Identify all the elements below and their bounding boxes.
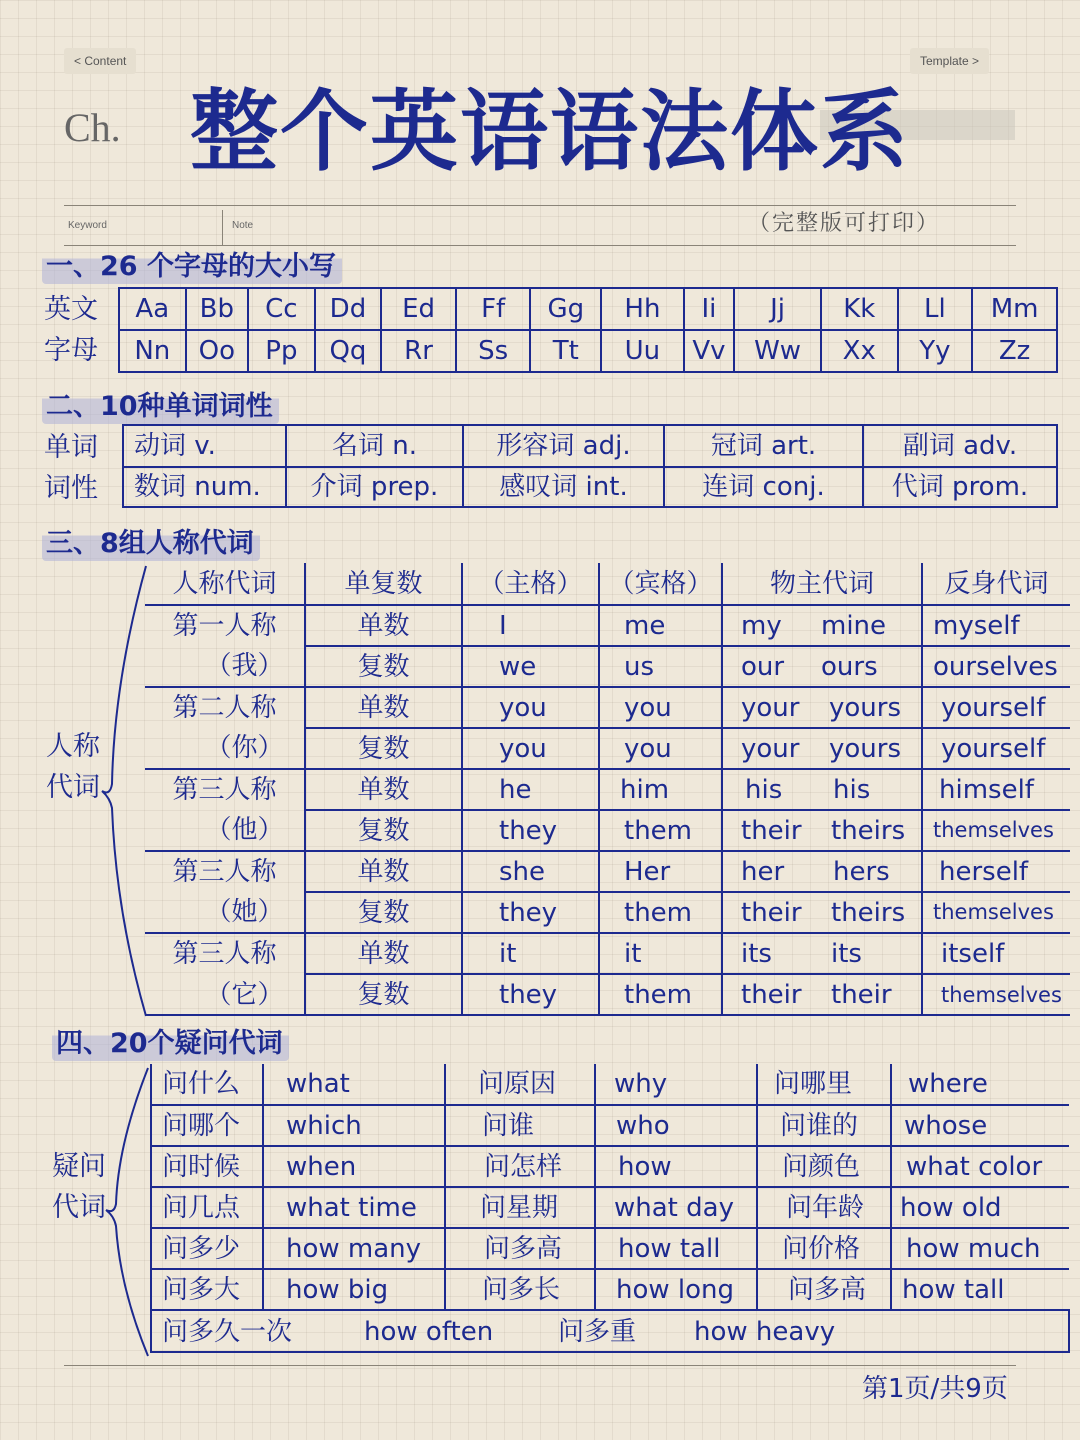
- table-row: [119, 288, 1057, 330]
- letter-cell: Pp: [248, 330, 315, 372]
- subject-cell: they: [462, 810, 599, 851]
- question-en-cell: how many: [263, 1228, 445, 1269]
- object-cell: them: [599, 974, 722, 1015]
- question-cn-cell: 问年龄: [757, 1187, 891, 1228]
- page-indicator: 第1页/共9页: [862, 1374, 1008, 1404]
- page-title: 整个英语语法体系: [190, 80, 911, 183]
- question-cn-cell: 问几点: [151, 1187, 263, 1228]
- object-cell: them: [599, 810, 722, 851]
- letter-cell: Kk: [821, 288, 898, 330]
- pos-cell: 名词 n.: [286, 425, 463, 467]
- question-en-cell: how: [595, 1146, 757, 1187]
- object-cell: Her: [599, 851, 722, 892]
- reflexive-cell: myself: [922, 605, 1070, 646]
- question-cn-cell: 问什么: [151, 1064, 263, 1105]
- number-cell: 单数: [305, 687, 462, 728]
- question-en-cell: how much: [891, 1228, 1069, 1269]
- column-header: （宾格）: [599, 563, 722, 605]
- question-cn-cell: 问哪里: [757, 1064, 891, 1105]
- object-cell: us: [599, 646, 722, 687]
- question-cn-cell: 问价格: [757, 1228, 891, 1269]
- subject-cell: they: [462, 892, 599, 933]
- table-row: [123, 425, 1057, 467]
- possessive-cell: [722, 851, 922, 892]
- possessive-adjective: my: [741, 610, 782, 641]
- question-en-cell: why: [595, 1064, 757, 1105]
- reflexive-cell: itself: [922, 933, 1070, 974]
- question-cn-cell: 问谁的: [757, 1105, 891, 1146]
- column-header: 反身代词: [922, 563, 1070, 605]
- table-row: [145, 892, 1070, 933]
- note-label: Note: [232, 220, 254, 231]
- possessive-pronoun: ours: [821, 651, 878, 682]
- number-cell: 单数: [305, 851, 462, 892]
- subject-cell: we: [462, 646, 599, 687]
- person-cell: 第二人称: [145, 687, 305, 728]
- object-cell: it: [599, 933, 722, 974]
- alphabet-table: [118, 287, 1058, 373]
- reflexive-cell: yourself: [922, 687, 1070, 728]
- letter-cell: Rr: [381, 330, 456, 372]
- possessive-pronoun: theirs: [831, 897, 906, 928]
- letter-cell: Ww: [734, 330, 821, 372]
- possessive-adjective: your: [741, 692, 800, 723]
- letter-cell: Ed: [381, 288, 456, 330]
- parts-of-speech-table: [122, 424, 1058, 508]
- letter-cell: Tt: [530, 330, 601, 372]
- reflexive-cell: themselves: [922, 810, 1070, 851]
- possessive-pronoun: hers: [833, 856, 890, 887]
- question-en-cell: how old: [891, 1187, 1069, 1228]
- object-cell: you: [599, 687, 722, 728]
- question-en-cell: where: [891, 1064, 1069, 1105]
- divider: [64, 1365, 1016, 1366]
- letter-cell: Qq: [315, 330, 382, 372]
- possessive-pronoun: theirs: [831, 815, 906, 846]
- question-cn-cell: 问原因: [445, 1064, 595, 1105]
- left-brace-icon: [104, 1064, 152, 1360]
- possessive-cell: [722, 728, 922, 769]
- possessive-cell: [722, 769, 922, 810]
- possessive-adjective: its: [741, 938, 772, 969]
- number-cell: 单数: [305, 605, 462, 646]
- table-row: [145, 933, 1070, 974]
- pos-cell: 连词 conj.: [664, 467, 863, 507]
- person-cell: （我）: [145, 646, 305, 687]
- reflexive-cell: ourselves: [922, 646, 1070, 687]
- person-cell: 第一人称: [145, 605, 305, 646]
- pos-cell: 形容词 adj.: [463, 425, 664, 467]
- column-header: 单复数: [305, 563, 462, 605]
- divider: [64, 245, 1016, 246]
- table-row: [145, 810, 1070, 851]
- possessive-cell: [722, 933, 922, 974]
- letter-cell: Ss: [456, 330, 531, 372]
- object-cell: them: [599, 892, 722, 933]
- person-cell: （她）: [145, 892, 305, 933]
- number-cell: 复数: [305, 892, 462, 933]
- section-heading-personal-pronouns: 三、8组人称代词: [42, 527, 260, 561]
- question-en-cell: how tall: [595, 1228, 757, 1269]
- table-row: [145, 646, 1070, 687]
- subject-cell: it: [462, 933, 599, 974]
- number-cell: 单数: [305, 933, 462, 974]
- section-side-label: 字母: [44, 335, 98, 366]
- letter-cell: Uu: [601, 330, 684, 372]
- object-cell: me: [599, 605, 722, 646]
- subject-cell: they: [462, 974, 599, 1015]
- table-row: [151, 1310, 1069, 1352]
- question-en-cell: who: [595, 1105, 757, 1146]
- letter-cell: Ii: [684, 288, 734, 330]
- possessive-adjective: his: [745, 774, 783, 805]
- person-cell: （它）: [145, 974, 305, 1015]
- number-cell: 复数: [305, 810, 462, 851]
- table-row: [145, 687, 1070, 728]
- pos-cell: 冠词 art.: [664, 425, 863, 467]
- possessive-cell: [722, 605, 922, 646]
- table-row: [119, 330, 1057, 372]
- question-en-cell: what day: [595, 1187, 757, 1228]
- question-en-cell: what time: [263, 1187, 445, 1228]
- question-en-cell: how big: [263, 1269, 445, 1310]
- table-row: [145, 769, 1070, 810]
- possessive-adjective: her: [741, 856, 785, 887]
- question-cn-cell: 问多久一次: [162, 1317, 293, 1347]
- letter-cell: Ll: [898, 288, 973, 330]
- person-cell: （他）: [145, 810, 305, 851]
- object-cell: you: [599, 728, 722, 769]
- interrogative-pronouns-table: [150, 1064, 1070, 1353]
- question-cn-cell: 问怎样: [445, 1146, 595, 1187]
- possessive-adjective: our: [741, 651, 785, 682]
- possessive-pronoun: his: [833, 774, 871, 805]
- back-to-content-button[interactable]: < Content: [64, 48, 136, 74]
- question-cn-cell: 问多高: [757, 1269, 891, 1310]
- reflexive-cell: themselves: [922, 974, 1070, 1015]
- reflexive-cell: himself: [922, 769, 1070, 810]
- subject-cell: I: [462, 605, 599, 646]
- table-row: [145, 851, 1070, 892]
- brand-logo: Ch.: [64, 105, 121, 150]
- question-cn-cell: 问哪个: [151, 1105, 263, 1146]
- person-cell: （你）: [145, 728, 305, 769]
- section-side-label: 代词: [46, 772, 100, 803]
- table-row: [145, 605, 1070, 646]
- letter-cell: Bb: [186, 288, 249, 330]
- section-heading-interrogative-pronouns: 四、20个疑问代词: [52, 1027, 289, 1061]
- person-cell: 第三人称: [145, 769, 305, 810]
- possessive-cell: [722, 974, 922, 1015]
- left-brace-icon: [100, 562, 150, 1020]
- letter-cell: Gg: [530, 288, 601, 330]
- table-row: [151, 1269, 1069, 1310]
- question-en-cell: what: [263, 1064, 445, 1105]
- table-row: [151, 1064, 1069, 1105]
- possessive-pronoun: its: [831, 938, 862, 969]
- section-side-label: 词性: [44, 473, 98, 504]
- section-side-label: 疑问: [52, 1151, 106, 1182]
- question-cn-cell: 问时候: [151, 1146, 263, 1187]
- pos-cell: 副词 adv.: [863, 425, 1057, 467]
- letter-cell: Oo: [186, 330, 249, 372]
- letter-cell: Aa: [119, 288, 186, 330]
- pos-cell: 代词 prom.: [863, 467, 1057, 507]
- possessive-cell: [722, 810, 922, 851]
- question-en-cell: how heavy: [694, 1317, 836, 1347]
- letter-cell: Ff: [456, 288, 531, 330]
- possessive-cell: [722, 892, 922, 933]
- table-row: [145, 974, 1070, 1015]
- column-header: 物主代词: [722, 563, 922, 605]
- number-cell: 单数: [305, 769, 462, 810]
- reflexive-cell: themselves: [922, 892, 1070, 933]
- question-cn-cell: 问颜色: [757, 1146, 891, 1187]
- table-row: [151, 1105, 1069, 1146]
- section-heading-letters: 一、26 个字母的大小写: [42, 250, 342, 284]
- section-side-label: 英文: [44, 294, 98, 325]
- letter-cell: Zz: [972, 330, 1057, 372]
- letter-cell: Jj: [734, 288, 821, 330]
- table-row: [151, 1187, 1069, 1228]
- pos-cell: 介词 prep.: [286, 467, 463, 507]
- question-en-cell: when: [263, 1146, 445, 1187]
- possessive-pronoun: their: [831, 980, 892, 1010]
- question-cn-cell: 问星期: [445, 1187, 595, 1228]
- reflexive-cell: yourself: [922, 728, 1070, 769]
- table-row: [151, 1228, 1069, 1269]
- letter-cell: Mm: [972, 288, 1057, 330]
- question-en-cell: which: [263, 1105, 445, 1146]
- question-en-cell: how tall: [891, 1269, 1069, 1310]
- letter-cell: Yy: [898, 330, 973, 372]
- subject-cell: you: [462, 687, 599, 728]
- question-en-cell: whose: [891, 1105, 1069, 1146]
- table-row: [123, 467, 1057, 507]
- question-en-cell: how often: [364, 1317, 494, 1347]
- object-cell: him: [599, 769, 722, 810]
- column-header: 人称代词: [145, 563, 305, 605]
- person-cell: 第三人称: [145, 933, 305, 974]
- question-cn-cell: 问多长: [445, 1269, 595, 1310]
- question-last-row: [151, 1310, 1069, 1352]
- possessive-adjective: their: [741, 897, 802, 928]
- letter-cell: Nn: [119, 330, 186, 372]
- letter-cell: Cc: [248, 288, 315, 330]
- column-header: （主格）: [462, 563, 599, 605]
- number-cell: 复数: [305, 974, 462, 1015]
- letter-cell: Xx: [821, 330, 898, 372]
- question-cn-cell: 问多少: [151, 1228, 263, 1269]
- table-row: [145, 728, 1070, 769]
- reflexive-cell: herself: [922, 851, 1070, 892]
- section-heading-parts-of-speech: 二、10种单词词性: [42, 390, 279, 424]
- possessive-adjective: your: [741, 733, 800, 764]
- subtitle: （完整版可打印）: [748, 211, 941, 236]
- question-cn-cell: 问多大: [151, 1269, 263, 1310]
- possessive-pronoun: yours: [829, 733, 902, 764]
- possessive-cell: [722, 687, 922, 728]
- number-cell: 复数: [305, 646, 462, 687]
- question-en-cell: how long: [595, 1269, 757, 1310]
- possessive-adjective: their: [741, 980, 802, 1010]
- subject-cell: she: [462, 851, 599, 892]
- letter-cell: Hh: [601, 288, 684, 330]
- subject-cell: you: [462, 728, 599, 769]
- table-row: [151, 1146, 1069, 1187]
- template-button[interactable]: Template >: [910, 48, 989, 74]
- table-bottom-border: [145, 1014, 1070, 1016]
- personal-pronouns-table: [145, 563, 1070, 1015]
- pos-cell: 动词 v.: [123, 425, 286, 467]
- letter-cell: Vv: [684, 330, 734, 372]
- question-cn-cell: 问多重: [558, 1317, 637, 1347]
- question-cn-cell: 问多高: [445, 1228, 595, 1269]
- table-header-row: [145, 563, 1070, 605]
- keyword-label: Keyword: [68, 220, 107, 231]
- possessive-pronoun: mine: [821, 610, 887, 641]
- section-side-label: 人称: [46, 731, 100, 762]
- person-cell: 第三人称: [145, 851, 305, 892]
- possessive-cell: [722, 646, 922, 687]
- pos-cell: 数词 num.: [123, 467, 286, 507]
- divider: [222, 210, 223, 246]
- letter-cell: Dd: [315, 288, 382, 330]
- question-cn-cell: 问谁: [445, 1105, 595, 1146]
- subject-cell: he: [462, 769, 599, 810]
- possessive-pronoun: yours: [829, 692, 902, 723]
- number-cell: 复数: [305, 728, 462, 769]
- section-side-label: 代词: [52, 1192, 106, 1223]
- pos-cell: 感叹词 int.: [463, 467, 664, 507]
- possessive-adjective: their: [741, 815, 802, 846]
- question-en-cell: what color: [891, 1146, 1069, 1187]
- section-side-label: 单词: [44, 432, 98, 463]
